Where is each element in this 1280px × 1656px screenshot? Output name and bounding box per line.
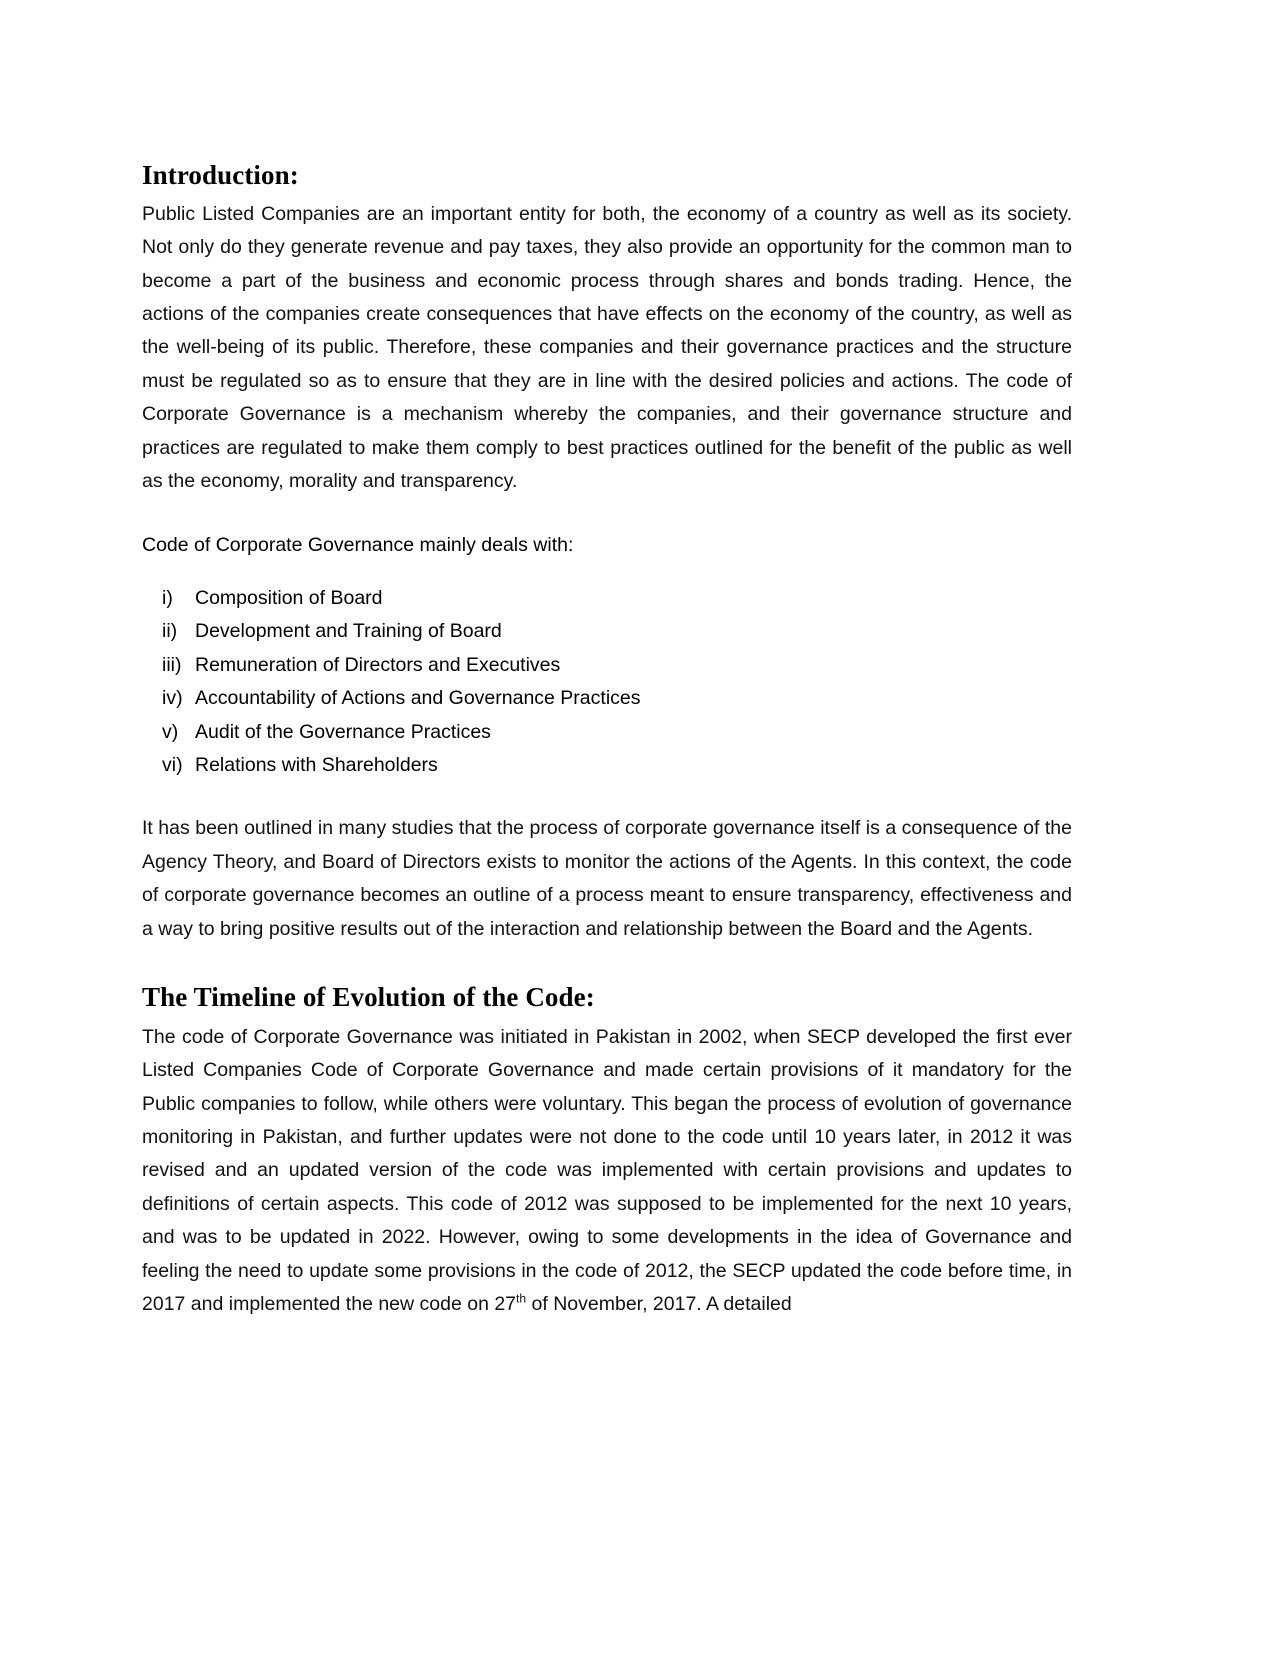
list-item-marker: vi): [162, 753, 183, 776]
list-item-marker: iii): [162, 653, 182, 676]
list-item-label: Accountability of Actions and Governance Practices: [195, 687, 641, 710]
spacer: [142, 782, 1072, 812]
agency-theory-paragraph: It has been outlined in many studies that the process of corporate governance itself is a consequence of the Agency Theory, and Board of Directors exists to monitor the actions of the Agents. In this context, the code of corporate governance becomes an outline of a process meant to ensure transparency, effectiveness and a way to bring positive results out of the interaction and relationship between the Board and the Agents.: [142, 817, 1072, 940]
list-item: [142, 749, 1072, 782]
list-item-marker: v): [162, 720, 179, 743]
list-item-marker: ii): [162, 620, 178, 643]
list-item: [142, 615, 1072, 648]
list-item: [142, 649, 1072, 682]
list-item-marker: i): [162, 586, 173, 609]
list-item-marker: iv): [162, 687, 183, 710]
document-content: [142, 160, 1072, 1322]
introduction-paragraph: Public Listed Companies are an important entity for both, the economy of a country as well as its society. Not only do they generate revenue and pay taxes, they also provide an opportunity for the common man to become a part of the business and economic process through shares and bonds trading. Hence, the actions of the companies create consequences that have effects on the economy of the country, as well as the well-being of its public. Therefore, these companies and their governance practices and the structure must be regulated so as to ensure that they are in line with the desired policies and actions. The code of Corporate Governance is a mechanism whereby the companies, and their governance structure and practices are regulated to make them comply to best practices outlined for the benefit of the public as well as the economy, morality and transparency.: [142, 202, 1072, 493]
timeline-paragraph-text-start: The code of Corporate Governance was initiated in Pakistan in 2002, when SECP developed the first ever Listed Companies Code of Corporate Governance and made certain provisions of it mandatory for the Public companies to follow, while others were voluntary. This began the process of evolution of governance monitoring in Pakistan, and further updates were not done to the code until 10 years later, in 2012 it was revised and an updated version of the code was implemented with certain provisions and updates to definitions of certain aspects. This code of 2012 was supposed to be implemented for the next 10 years, and was to be updated in 2022. However, owing to some developments in the idea of Governance and feeling the need to update some provisions in the code of 2012, the SECP updated the code before time, in 2017 and implemented the new code on 27: [142, 1025, 1072, 1316]
list-lead-in-text: Code of Corporate Governance mainly deals with:: [142, 533, 574, 556]
list-item-label: Audit of the Governance Practices: [195, 720, 491, 743]
list-item-label: Remuneration of Directors and Executives: [195, 653, 561, 676]
list-item: [142, 716, 1072, 749]
spacer: [142, 499, 1072, 529]
list-item-label: Composition of Board: [195, 586, 383, 609]
timeline-paragraph: [142, 1021, 1072, 1322]
timeline-paragraph-text-end: of November, 2017. A detailed: [526, 1293, 792, 1316]
list-item-label: Relations with Shareholders: [195, 753, 438, 776]
timeline-heading: The Timeline of Evolution of the Code:: [142, 981, 595, 1012]
ordinal-suffix: th: [516, 1291, 527, 1306]
governance-topics-list: [142, 582, 1072, 782]
list-item: [142, 582, 1072, 615]
spacer: [142, 562, 1072, 582]
list-item: [142, 682, 1072, 715]
list-item-label: Development and Training of Board: [195, 620, 502, 643]
page-title: Introduction:: [142, 160, 299, 190]
